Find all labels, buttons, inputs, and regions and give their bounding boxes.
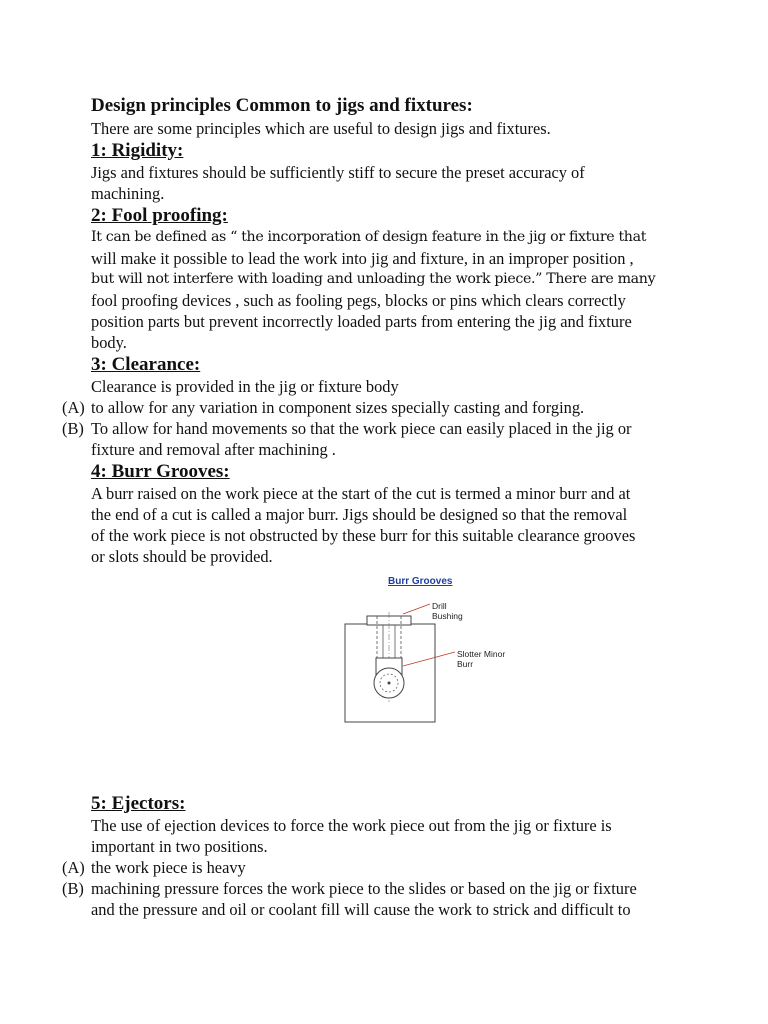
rigidity-line: machining. [91, 184, 165, 203]
list-item-text: the work piece is heavy [91, 858, 246, 877]
ejectors-line: important in two positions. [91, 837, 268, 856]
fool-proofing-paragraph [91, 227, 691, 353]
drill-leader-line [403, 604, 430, 614]
section-heading-fool-proofing: 2: Fool proofing: [91, 205, 228, 226]
fool-proofing-definition-line: It can be defined as “ the incorporation of design feature in the jig or fixture that [91, 229, 647, 245]
section-heading-clearance: 3: Clearance: [91, 354, 201, 375]
slotter-minor-label: Slotter Minor [457, 649, 506, 659]
burr-grooves-line: the end of a cut is called a major burr. Jigs should be designed so that the removal [91, 505, 628, 524]
list-marker: (A) [62, 858, 85, 877]
burr-grooves-line: or slots should be provided. [91, 547, 273, 566]
ejectors-item-a [62, 857, 702, 878]
section-heading-rigidity: 1: Rigidity: [91, 140, 184, 161]
list-item-text: machining pressure forces the work piece to the slides or based on the jig or fixture [91, 879, 637, 898]
clearance-item-a [62, 397, 702, 418]
fool-proofing-definition-line: but will not interfere with loading and unloading the work piece.” There are many [91, 271, 656, 287]
fool-proofing-line: body. [91, 333, 127, 352]
list-marker: (A) [62, 398, 85, 417]
burr-grooves-figure [330, 572, 530, 732]
rigidity-line: Jigs and fixtures should be sufficiently stiff to secure the preset accuracy of [91, 163, 585, 182]
list-item-text: fixture and removal after machining . [91, 440, 336, 459]
ejectors-paragraph [91, 815, 691, 857]
intro-text: There are some principles which are useful to design jigs and fixtures. [91, 119, 551, 138]
clearance-item-b [62, 418, 702, 460]
rigidity-paragraph [91, 162, 691, 204]
fool-proofing-line: fool proofing devices , such as fooling pegs, blocks or pins which clears correctly [91, 291, 626, 310]
burr-grooves-diagram [330, 572, 530, 732]
section-heading-burr-grooves: 4: Burr Grooves: [91, 461, 230, 482]
list-item-text: To allow for hand movements so that the work piece can easily placed in the jig or [91, 419, 632, 438]
burr-grooves-line: of the work piece is not obstructed by these burr for this suitable clearance grooves [91, 526, 636, 545]
workpiece-center-dot [388, 682, 391, 685]
list-marker: (B) [62, 879, 84, 898]
page-title: Design principles Common to jigs and fixtures: [91, 95, 473, 116]
section-heading-ejectors: 5: Ejectors: [91, 793, 186, 814]
burr-label: Burr [457, 659, 474, 669]
intro-paragraph [91, 118, 691, 139]
burr-grooves-line: A burr raised on the work piece at the start of the cut is termed a minor burr and at [91, 484, 631, 503]
drill-label: Drill [432, 601, 447, 611]
ejectors-line: The use of ejection devices to force the work piece out from the jig or fixture is [91, 816, 612, 835]
clearance-intro [91, 376, 691, 397]
clearance-intro-text: Clearance is provided in the jig or fixture body [91, 377, 399, 396]
figure-title: Burr Grooves [388, 576, 453, 587]
list-marker: (B) [62, 419, 84, 438]
ejectors-item-b [62, 878, 702, 920]
fool-proofing-line: will make it possible to lead the work into jig and fixture, in an improper position , [91, 249, 634, 268]
fool-proofing-line: position parts but prevent incorrectly loaded parts from entering the jig and fixture [91, 312, 632, 331]
list-item-text: to allow for any variation in component sizes specially casting and forging. [91, 398, 585, 417]
list-item-text: and the pressure and oil or coolant fill will cause the work to strick and difficult to [91, 900, 631, 919]
burr-grooves-paragraph [91, 483, 691, 567]
bushing-label: Bushing [432, 611, 463, 621]
